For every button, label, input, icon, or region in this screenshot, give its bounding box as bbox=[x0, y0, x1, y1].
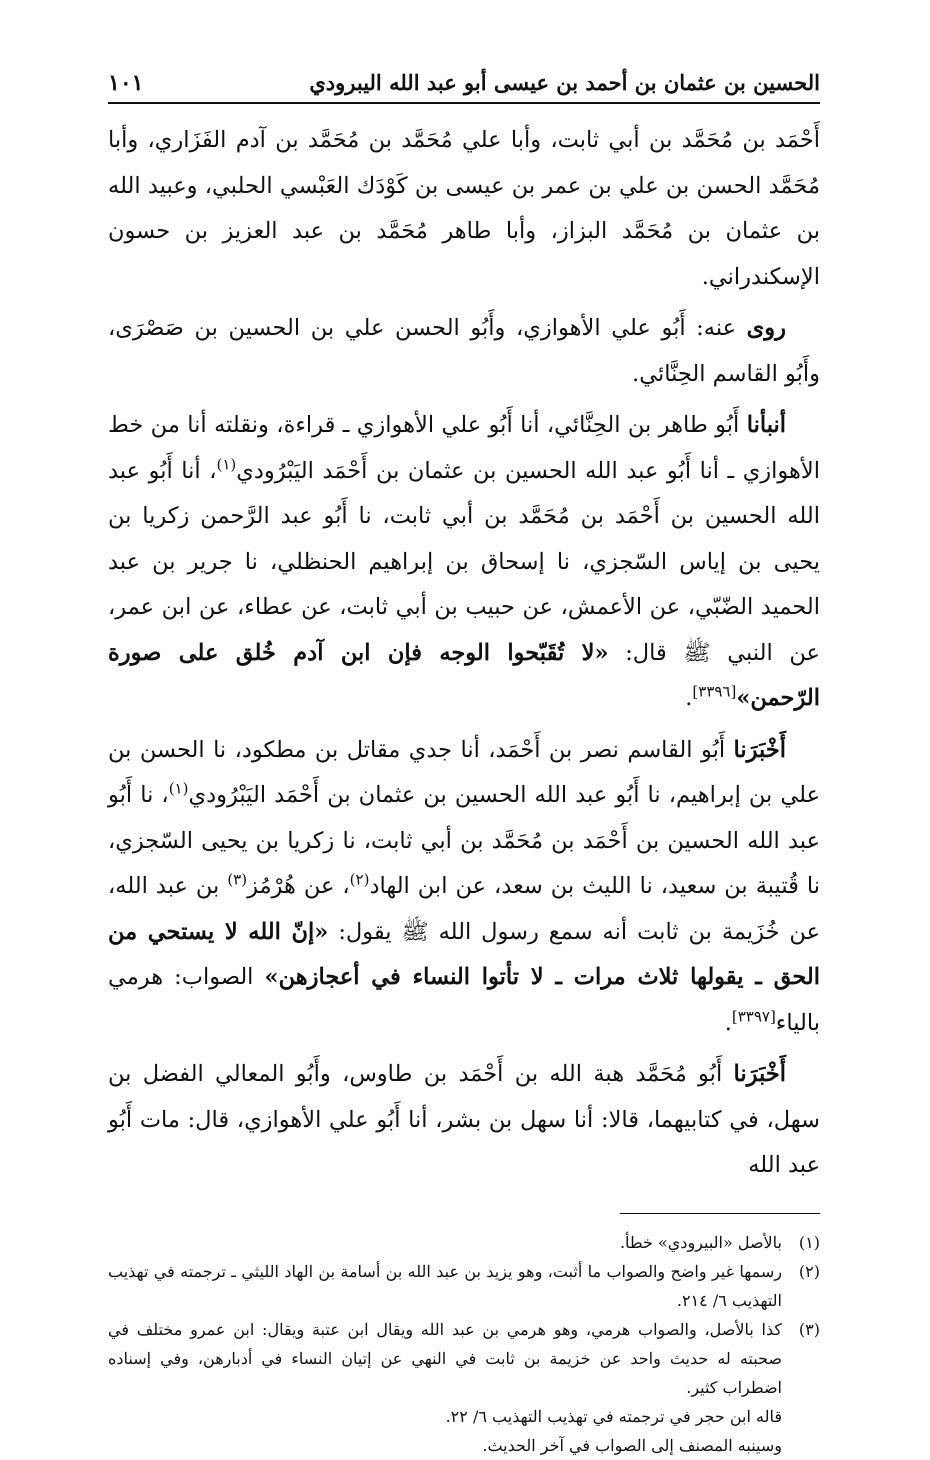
paragraph-text: ، نا أَبُو عبد الله الحسين بن أَحْمَد بن مُحَمَّد بن أبي ثابت، نا زكريا بن يحيى السّجزي، نا قُتيبة بن سعيد، نا الليث بن سعد، عن ابن الهاد bbox=[108, 782, 820, 899]
footnote-item bbox=[108, 1315, 820, 1402]
footnote-text: رسمها غير واضح والصواب ما أثبت، وهو يزيد بن عبد الله بن أسامة بن الهاد الليثي ـ ترجمته في تهذيب التهذيب ٦/ ٢١٤. bbox=[108, 1261, 782, 1310]
hadith-number: [٣٣٩٦] bbox=[692, 682, 737, 701]
paragraph-text: عنه: أَبُو علي الأهوازي، وأَبُو الحسن علي بن الحسين بن صَصْرَى، وأَبُو القاسم الحِنَّائي. bbox=[108, 315, 820, 387]
paragraph-text: بن عبد الله، عن خُزَيمة بن ثابت أنه سمع رسول الله ﷺ يقول: bbox=[108, 873, 820, 945]
footnote-ref[interactable]: (١) bbox=[168, 779, 189, 798]
footnote-continuation: قاله ابن حجر في ترجمته في تهذيب التهذيب ٦/ ٢٢. bbox=[445, 1406, 782, 1426]
page-header bbox=[108, 60, 820, 98]
paragraph-text: ، عن هُرْمُز bbox=[247, 873, 350, 899]
paragraph-text: أَحْمَد بن مُحَمَّد بن أبي ثابت، وأبا علي مُحَمَّد بن مُحَمَّد بن آدم الفَزَاري، وأبا مُحَمَّد الحسن بن علي بن عمر بن عيسى بن كَوْدَك العَبْسي الحلبي، وعبيد الله بن عثمان بن مُحَمَّد البزاز، وأبا طاهر مُحَمَّد بن عبد العزيز بن حسون الإسكندراني. bbox=[108, 127, 820, 290]
book-page bbox=[108, 60, 820, 1455]
paragraph-text: الصواب: هرمي بالياء bbox=[108, 964, 820, 1036]
footnote-ref[interactable]: (٢) bbox=[349, 870, 370, 889]
page-number: ١٠١ bbox=[108, 70, 144, 96]
footnotes bbox=[108, 1228, 820, 1460]
footnote-text: بالأصل «البيرودي» خطأ. bbox=[619, 1232, 782, 1252]
paragraph-lead: أَخْبَرَنا bbox=[733, 736, 786, 763]
footnote-number: (٢) bbox=[798, 1261, 820, 1281]
paragraph-text: . bbox=[724, 1009, 732, 1036]
footnote-ref[interactable]: (٣) bbox=[227, 870, 248, 889]
paragraph-text: أَبُو مُحَمَّد هبة الله بن أَحْمَد بن طاوس، وأَبُو المعالي الفضل بن سهل، في كتابيهما، قالا: أنا سهل بن بشر، أنا أَبُو علي الأهوازي، قال: مات أَبُو عبد الله bbox=[108, 1061, 820, 1178]
running-title: الحسين بن عثمان بن أحمد بن عيسى أبو عبد الله اليبرودي bbox=[309, 70, 820, 95]
paragraph-text: أَبُو طاهر بن الحِنَّائي، أنا أَبُو علي الأهوازي ـ قراءة، ونقلته أنا من خط الأهوازي ـ أنا أَبُو عبد الله الحسين بن عثمان بن أَحْمَد اليَبْرُودي bbox=[108, 412, 820, 484]
footnote-continuation: وسينبه المصنف إلى الصواب في آخر الحديث. bbox=[482, 1435, 782, 1455]
footnote-rule bbox=[620, 1213, 820, 1214]
paragraph-hadith-3397 bbox=[108, 728, 820, 1047]
paragraph-teachers bbox=[108, 118, 820, 300]
footnote-item bbox=[108, 1228, 820, 1257]
paragraph-death bbox=[108, 1052, 820, 1189]
footnote-text: كذا بالأصل، والصواب هرمي، وهو هرمي بن عبد الله ويقال ابن عتبة ويقال: ابن عمرو مختلف في صحبته له حديث واحد عن خزيمة بن ثابت في النهي عن إتيان النساء في أدبارهن، وفي إسناده اضطراب كثير. bbox=[108, 1319, 782, 1397]
footnote-number: (٣) bbox=[798, 1319, 820, 1339]
hadith-text: «لا تُقَبّحوا الوجه فإن ابن آدم خُلق على صورة الرّحمن» bbox=[108, 639, 820, 711]
paragraph-lead: أَخْبَرَنا bbox=[733, 1061, 786, 1087]
paragraph-text: أَبُو القاسم نصر بن أَحْمَد، أنا جدي مقاتل بن مطكود، نا الحسن بن علي بن إبراهيم، نا أَبُو عبد الله الحسين بن عثمان بن أَحْمَد اليَبْرُودي bbox=[108, 736, 820, 808]
paragraph-lead: أنبأنا bbox=[746, 412, 786, 438]
header-rule bbox=[108, 102, 820, 104]
footnote-item bbox=[108, 1257, 820, 1315]
footnote-ref[interactable]: (١) bbox=[216, 455, 237, 473]
paragraph-narrators bbox=[108, 306, 820, 397]
hadith-number: [٣٣٩٧] bbox=[731, 1007, 776, 1025]
paragraph-lead: روى bbox=[746, 315, 786, 341]
main-text bbox=[108, 118, 820, 1189]
paragraph-hadith-3396 bbox=[108, 403, 820, 722]
paragraph-text: ، أنا أَبُو عبد الله الحسين بن أَحْمَد بن مُحَمَّد بن أبي ثابت، نا أَبُو عبد الرَّحمن زكريا بن يحيى بن إياس السّجزي، نا إسحاق بن إبراهيم الحنظلي، نا جرير بن عبد الحميد الضّبّي، عن الأعمش، عن حبيب بن أبي ثابت، عن عطاء، عن ابن عمر، عن النبي ﷺ قال: bbox=[108, 457, 820, 666]
footnote-number: (١) bbox=[798, 1232, 820, 1252]
hadith-text: «إنّ الله لا يستحي من الحق ـ يقولها ثلاث مرات ـ لا تأتوا النساء في أعجازهن» bbox=[108, 918, 820, 990]
paragraph-text: . bbox=[685, 685, 693, 711]
